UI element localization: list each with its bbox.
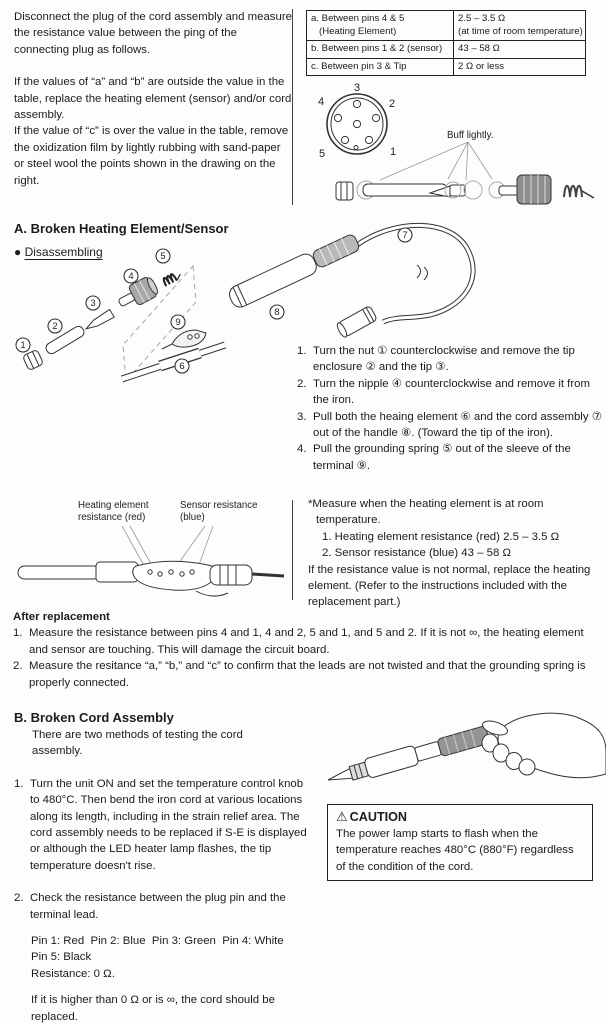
pin-color-block [14,933,308,982]
terminal-part [162,330,206,349]
table-row [307,58,586,76]
svg-text:7: 7 [402,230,408,241]
disassembling-label: Disassembling [24,245,103,259]
section-b-title: B. Broken Cord Assembly [14,710,174,725]
iron-drawing [325,725,490,790]
after-replacement-item [13,625,599,658]
section-b-closing: If it is higher than 0 Ω or is ∞, the cord should be replaced. [31,994,275,1023]
closeup-element-drawing [18,561,284,596]
step-number: 1. [297,345,307,357]
step-number: 2. [14,892,24,905]
table-cell-label-b: b. Between pins 1 & 2 (sensor) [307,41,454,59]
part-label-5 [156,249,170,263]
intro-paragraph-3: If the value of “c” is over the value in the table, remove the oxidization film by lightly rubbing with sand-paper or steel wool the points shown in the drawing on the right. [14,125,289,187]
row-a-value-line1: 2.5 – 3.5 Ω [458,13,506,24]
table-cell-label-c: c. Between pin 3 & Tip [307,58,454,76]
section-a-title: A. Broken Heating Element/Sensor [14,221,229,236]
part-label-2 [48,319,62,333]
section-a-steps [297,343,603,474]
table-cell-label-a [307,11,454,41]
step-text: Check the resistance between the plug pin and the terminal lead. [30,892,286,921]
resistance-table [306,10,586,76]
label-blue-line2: (blue) [180,512,205,523]
bullet-icon: ● [14,245,22,259]
table-cell-value-b: 43 – 58 Ω [454,41,586,59]
step-number: 3. [297,410,307,423]
svg-text:1: 1 [20,340,26,351]
step-number: 4. [297,443,307,456]
pin-label-3: 3 [353,82,361,94]
element-check-tail: If the resistance value is not normal, replace the heating element. (Refer to the instructions included with the replacement part.) [308,563,591,609]
step-item [297,409,603,442]
item-text: Measure the resitance “a,” “b,” and “c” to confirm that the leads are not twisted and that the grounding spring is properly connected. [29,660,586,689]
part-label-9 [171,315,185,329]
hand-drawing [481,713,606,778]
caution-title: CAUTION [349,810,408,824]
svg-text:8: 8 [274,307,280,318]
table-row [307,41,586,59]
row-a-value-line2: (at time of room temperature) [458,25,583,37]
svg-text:2: 2 [52,321,58,332]
part-label-6 [175,359,189,373]
connector-and-buff-diagram [300,78,606,212]
svg-text:3: 3 [90,298,96,309]
element-check-notes [308,496,602,611]
warning-icon: ⚠ [336,809,348,825]
step-text: Turn the nipple ④ counterclockwise and remove it from the iron. [313,377,590,407]
buff-leader-lines [380,142,492,180]
svg-text:6: 6 [179,361,185,372]
resistance-note-1: 1. Heating element resistance (red) 2.5 – 3.5 Ω [322,530,560,543]
resistance-line: Resistance: 0 Ω. [31,967,115,980]
intro-paragraph-1: Disconnect the plug of the cord assembly and measure the resistance value between the ping of the connecting plug as follows. [14,11,292,56]
table-cell-value-c: 2 Ω or less [454,58,586,76]
section-b-step-2 [14,890,308,923]
part-label-8 [270,305,284,319]
part-label-3 [86,296,100,310]
table-cell-value-a [454,11,586,41]
heating-element-part [122,345,225,379]
pin-colors-line1: Pin 1: Red Pin 2: Blue Pin 3: Green Pin 4: White [31,935,284,948]
divider-mid [292,500,293,600]
label-red-line2: resistance (red) [78,512,146,523]
hand-bending-cord-illustration [318,712,606,804]
section-b-column [14,710,308,1024]
pin-label-4: 4 [317,96,325,108]
after-replacement-title: After replacement [13,611,110,623]
row-a-label-line2: (Heating Element) [319,25,397,37]
item-number: 1. [13,627,23,640]
step-number: 2. [297,377,307,390]
pin-label-1: 1 [389,146,397,158]
part-label-1 [16,338,30,352]
pin-label-2: 2 [388,98,396,110]
section-b-step-1 [14,776,308,874]
label-red-line1: Heating element [78,500,149,511]
buff-lightly-label: Buff lightly. [447,130,494,141]
step-text: Turn the nut ① counterclockwise and remove the tip enclosure ② and the tip ③. [313,345,575,374]
step-item [297,441,603,474]
caution-header [336,809,584,826]
step-text: Turn the unit ON and set the temperature control knob to 480°C. Then bend the iron cord at various locations along its length, including in the strain relief area. The cord assembly needs to be replaced if S-E is displayed or although the LED heater lamp flashes, the tip temperature doesn't rise. [30,777,307,872]
step-number: 1. [14,777,24,790]
step-item [297,376,603,409]
intro-text [14,9,292,189]
pin-colors-line2: Pin 5: Black [31,951,92,964]
label-blue-line1: Sensor resistance [180,500,258,511]
item-text: Measure the resistance between pins 4 and 1, 4 and 2, 5 and 1, and 5 and 2. If it is not ∞, the heating element and sensor are touching. This will damage the circuit board. [29,627,584,656]
step-text: Pull both the heaing element ⑥ and the cord assembly ⑦ out of the handle ⑧. (Toward the tip of the iron). [313,410,602,440]
svg-text:9: 9 [175,317,181,328]
svg-text:4: 4 [128,271,134,282]
part-label-4 [124,269,138,283]
caution-text: The power lamp starts to flash when the temperature reaches 480°C (880°F) regardless of the condition of the cord. [336,828,574,873]
heating-element-closeup-diagram [0,495,300,605]
star-note: *Measure when the heating element is at room temperature. [308,498,544,527]
nut-part [22,349,43,370]
nipple-part [115,275,161,313]
pin-label-5: 5 [318,148,326,160]
step-item [297,343,603,376]
caution-box [327,804,593,881]
tip-part [84,309,114,332]
buff-parts-illustration [336,175,594,204]
table-row [307,11,586,41]
grounding-spring-part [162,270,182,286]
after-replacement-item [13,658,599,691]
row-a-label-line1: a. Between pins 4 & 5 [311,13,405,24]
handle-part [227,233,361,310]
divider-top [292,9,293,205]
section-b-intro: There are two methods of testing the cord assembly. [32,729,243,758]
svg-text:5: 5 [160,251,166,262]
resistance-note-2: 2. Sensor resistance (blue) 43 – 58 Ω [322,547,511,560]
connector-pin-diagram [327,94,387,154]
part-label-7 [398,228,412,242]
intro-paragraph-2: If the values of “a” and “b” are outside the value in the table, replace the heating element (sensor) and/or cord assembly. [14,76,292,122]
after-replacement-section [13,609,599,691]
step-text: Pull the grounding spring ⑤ out of the sleeve of the terminal ⑨. [313,443,571,472]
item-number: 2. [13,660,23,673]
